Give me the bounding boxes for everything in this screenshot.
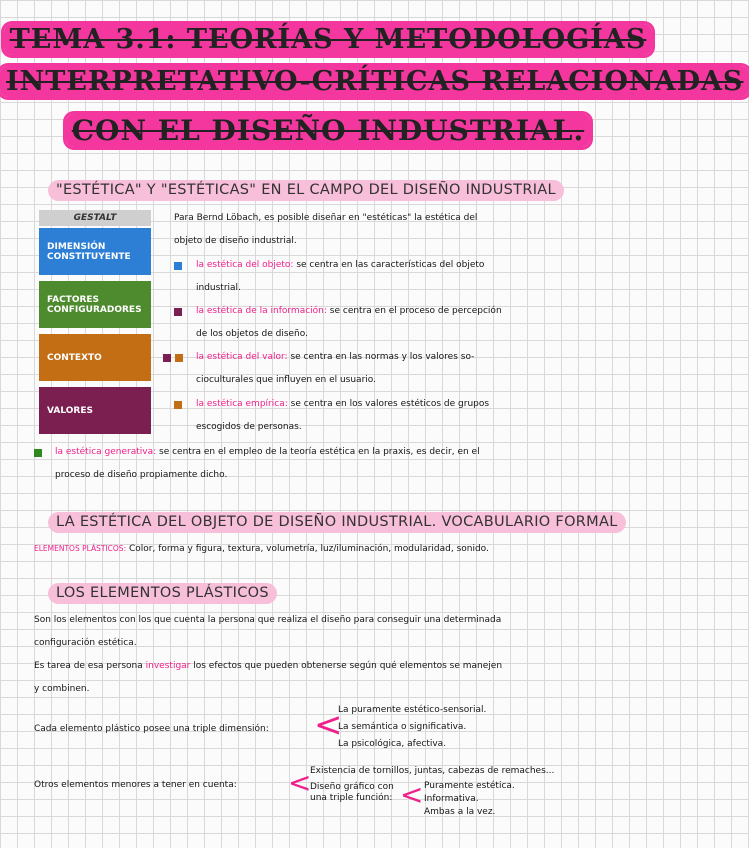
brace-icon: < bbox=[288, 766, 312, 799]
gestalt-box-factores: FACTORES CONFIGURADORES bbox=[39, 281, 151, 328]
bullet-square-blue bbox=[174, 262, 182, 270]
gestalt-box-dimension: DIMENSIÓN CONSTITUYENTE bbox=[39, 228, 151, 275]
gestalt-header: GESTALT bbox=[39, 210, 151, 226]
function-item-1: Puramente estética. bbox=[424, 781, 515, 791]
triple-item-2: La semántica o significativa. bbox=[338, 722, 467, 732]
estetica-informacion-cont: de los objetos de diseño. bbox=[196, 329, 308, 339]
intro-line-2: objeto de diseño industrial. bbox=[174, 236, 297, 246]
function-item-3: Ambas a la vez. bbox=[424, 807, 496, 817]
intro-line-1: Para Bernd Löbach, es posible diseñar en "estéticas" la estética del bbox=[174, 213, 478, 223]
section-heading-elementos: LOS ELEMENTOS PLÁSTICOS bbox=[48, 583, 277, 604]
estetica-objeto: la estética del objeto: se centra en las características del objeto bbox=[196, 260, 485, 270]
estetica-empirica-cont: escogidos de personas. bbox=[196, 422, 302, 432]
estetica-generativa: la estética generativa: se centra en el empleo de la teoría estética en la praxis, es decir, en el bbox=[55, 447, 480, 457]
section-heading-esteticas: "ESTÉTICA" Y "ESTÉTICAS" EN EL CAMPO DEL DISEÑO INDUSTRIAL bbox=[48, 180, 564, 201]
other-item-2-line-2: una triple función: bbox=[310, 793, 393, 803]
p2-line-1: Es tarea de esa persona investigar los efectos que pueden obtenerse según qué elementos se manejen bbox=[34, 661, 503, 671]
title-line-3: CON EL DISEÑO INDUSTRIAL. bbox=[0, 114, 656, 147]
estetica-informacion: la estética de la información: se centra en el proceso de percepción bbox=[196, 306, 502, 316]
function-item-2: Informativa. bbox=[424, 794, 479, 804]
section-heading-vocabulario: LA ESTÉTICA DEL OBJETO DE DISEÑO INDUSTRIAL. VOCABULARIO FORMAL bbox=[48, 512, 626, 533]
estetica-valor: la estética del valor: se centra en las normas y los valores so- bbox=[196, 352, 475, 362]
p2-line-2: y combinen. bbox=[34, 684, 90, 694]
triple-dimension-label: Cada elemento plástico posee una triple dimensión: bbox=[34, 724, 269, 734]
gestalt-box-contexto: CONTEXTO bbox=[39, 334, 151, 381]
triple-item-3: La psicológica, afectiva. bbox=[338, 739, 447, 749]
bullet-square-orange bbox=[174, 401, 182, 409]
other-elements-label: Otros elementos menores a tener en cuenta: bbox=[34, 780, 237, 790]
bullet-square-maroon bbox=[163, 354, 171, 362]
brace-icon: < bbox=[314, 705, 343, 745]
bullet-square-green bbox=[34, 449, 42, 457]
gestalt-box-valores: VALORES bbox=[39, 387, 151, 434]
brace-icon: < bbox=[400, 778, 424, 811]
other-item-2-line-1: Diseño gráfico con bbox=[310, 782, 394, 792]
triple-item-1: La puramente estético-sensorial. bbox=[338, 705, 487, 715]
p1-line-1: Son los elementos con los que cuenta la persona que realiza el diseño para conseguir una determinada bbox=[34, 615, 502, 625]
elementos-plasticos-list: ELEMENTOS PLÁSTICOS: Color, forma y figura, textura, volumetría, luz/iluminación, modularidad, sonido. bbox=[34, 544, 489, 554]
bullet-square-orange bbox=[175, 354, 183, 362]
estetica-objeto-cont: industrial. bbox=[196, 283, 241, 293]
estetica-generativa-cont: proceso de diseño propiamente dicho. bbox=[55, 470, 228, 480]
estetica-valor-cont: cioculturales que influyen en el usuario. bbox=[196, 375, 376, 385]
other-item-1: Existencia de tornillos, juntas, cabezas de remaches... bbox=[310, 766, 555, 776]
bullet-square-maroon bbox=[174, 308, 182, 316]
title-line-2: INTERPRETATIVO-CRÍTICAS RELACIONADAS bbox=[0, 66, 656, 97]
title-line-1: TEMA 3.1: TEORÍAS Y METODOLOGÍAS bbox=[0, 24, 656, 55]
p1-line-2: configuración estética. bbox=[34, 638, 137, 648]
estetica-empirica: la estética empírica: se centra en los valores estéticos de grupos bbox=[196, 399, 490, 409]
